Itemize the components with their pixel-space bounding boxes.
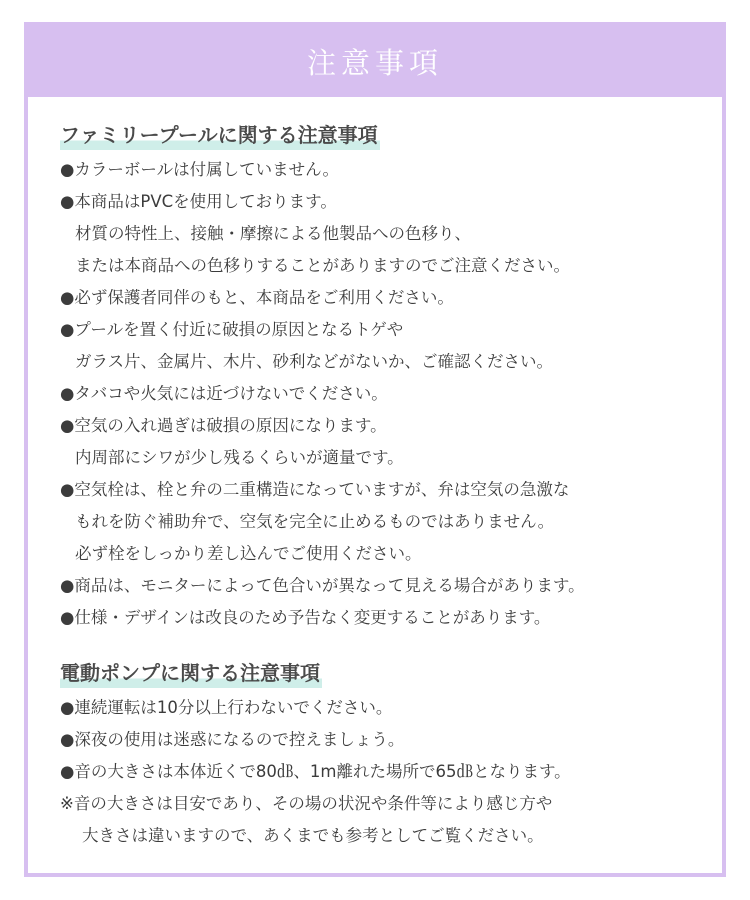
pump-notes-section xyxy=(60,658,710,852)
list-item xyxy=(60,314,710,378)
page-title: 注意事項 xyxy=(306,46,443,80)
list-item-text: ※音の大きさは目安であり、その場の状況や条件等により感じ方や xyxy=(60,794,553,813)
pool-notes-list xyxy=(60,154,710,634)
list-item xyxy=(60,186,710,282)
list-item-continuation: 材質の特性上、接触・摩擦による他製品への色移り、 xyxy=(75,224,471,243)
pool-notes-section xyxy=(60,114,710,634)
list-item-continuation: ガラス片、金属片、木片、砂利などがないか、ご確認ください。 xyxy=(75,352,554,371)
list-item-text: ●音の大きさは本体近くで80㏈、1m離れた場所で65㏈となります。 xyxy=(60,762,571,781)
list-item-text: ●連続運転は10分以上行わないでください。 xyxy=(60,698,393,717)
list-item xyxy=(60,410,710,474)
list-item xyxy=(60,570,710,602)
list-item xyxy=(60,154,710,186)
notice-content xyxy=(60,114,710,852)
list-item-text: ●仕様・デザインは改良のため予告なく変更することがあります。 xyxy=(60,608,551,627)
list-item-text: ●必ず保護者同伴のもと、本商品をご利用ください。 xyxy=(60,288,454,307)
section-heading-pool: ファミリープールに関する注意事項 xyxy=(60,120,380,150)
list-item xyxy=(60,474,710,570)
list-item xyxy=(60,724,710,756)
list-item-text: ●プールを置く付近に破損の原因となるトゲや xyxy=(60,320,404,339)
list-item xyxy=(60,378,710,410)
list-item xyxy=(60,692,710,724)
list-item-text: ●カラーボールは付属していません。 xyxy=(60,160,340,179)
list-item-continuation: もれを防ぐ補助弁で、空気を完全に止めるものではありません。 xyxy=(75,512,555,531)
list-item-text: ●深夜の使用は迷惑になるので控えましょう。 xyxy=(60,730,405,749)
list-item-continuation: 大きさは違いますので、あくまでも参考としてご覧ください。 xyxy=(82,826,544,845)
section-heading-pump: 電動ポンプに関する注意事項 xyxy=(60,658,322,688)
list-item-continuation: または本商品への色移りすることがありますのでご注意ください。 xyxy=(75,256,570,275)
notice-card xyxy=(24,22,726,877)
list-item-text: ●商品は、モニターによって色合いが異なって見える場合があります。 xyxy=(60,576,585,595)
notice-header xyxy=(28,26,722,97)
list-item xyxy=(60,282,710,314)
list-item-text: ●本商品はPVCを使用しております。 xyxy=(60,192,337,211)
list-item-continuation: 必ず栓をしっかり差し込んでご使用ください。 xyxy=(75,544,422,563)
list-item xyxy=(60,756,710,788)
list-item-text: ●空気の入れ過ぎは破損の原因になります。 xyxy=(60,416,387,435)
pump-notes-list xyxy=(60,692,710,852)
list-item xyxy=(60,602,710,634)
list-item-continuation: 内周部にシワが少し残るくらいが適量です。 xyxy=(75,448,404,467)
note-item xyxy=(60,788,710,852)
list-item-text: ●空気栓は、栓と弁の二重構造になっていますが、弁は空気の急激な xyxy=(60,480,570,499)
list-item-text: ●タバコや火気には近づけないでください。 xyxy=(60,384,388,403)
